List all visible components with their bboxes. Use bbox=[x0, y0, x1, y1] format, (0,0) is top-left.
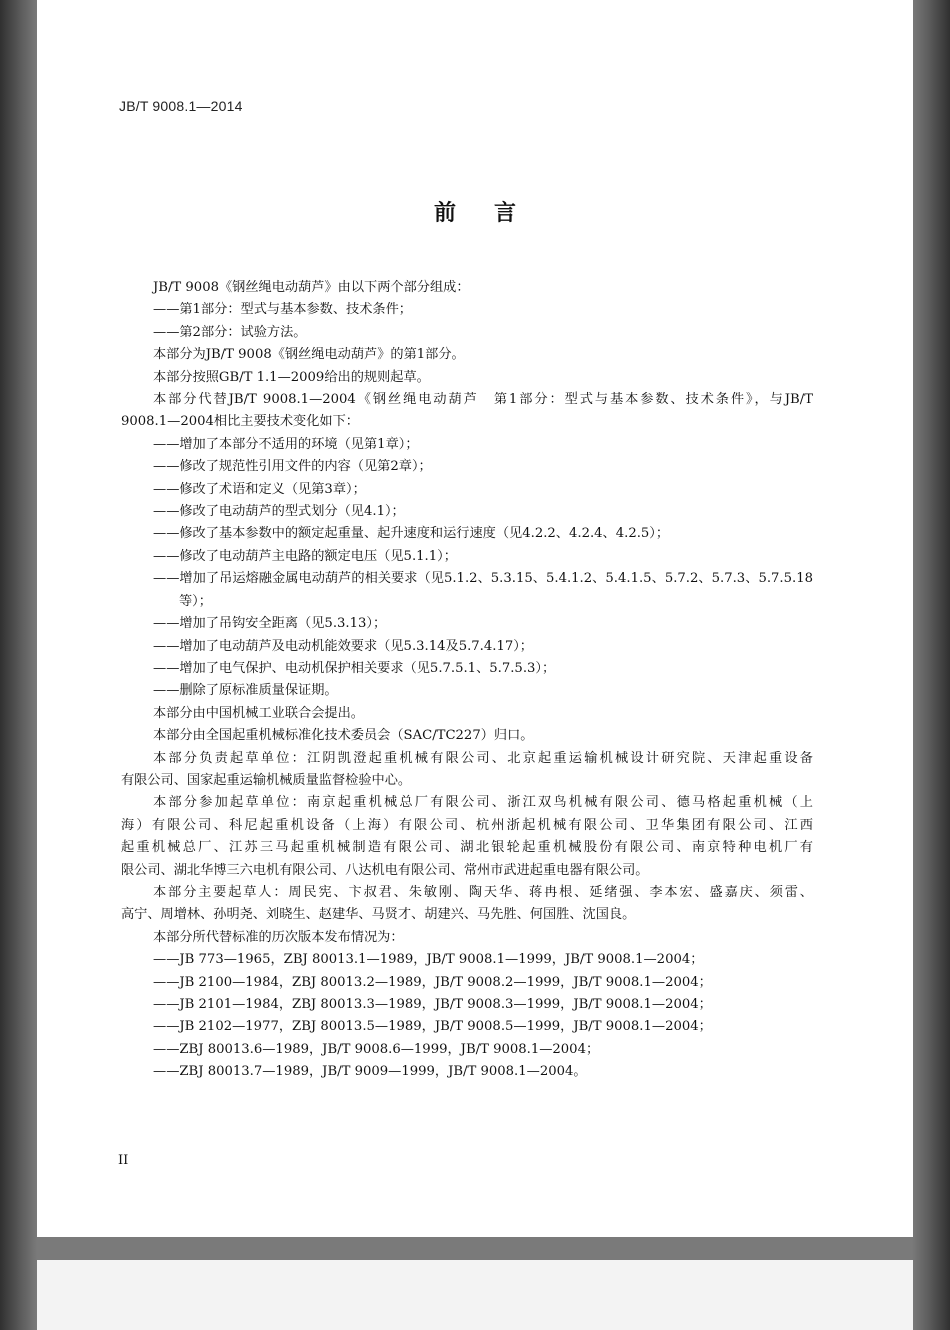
paragraph-continuation: 有限公司、国家起重运输机械质量监督检验中心。 bbox=[121, 772, 412, 788]
paragraph-continuation: 限公司、湖北华博三六电机有限公司、八达机电有限公司、常州市武进起重电器有限公司。 bbox=[121, 862, 649, 878]
paragraph: 本部分为JB/T 9008《钢丝绳电动葫芦》的第1部分。 bbox=[153, 347, 465, 363]
paragraph-continuation: 高宁、周增林、孙明尧、刘晓生、赵建华、马贤才、胡建兴、马先胜、何国胜、沈国良。 bbox=[121, 907, 636, 923]
list-item: ——ZBJ 80013.6—1989，JB/T 9008.6—1999，JB/T 9008.1—2004； bbox=[153, 1041, 600, 1057]
list-item: ——增加了电动葫芦及电动机能效要求（见5.3.14及5.7.4.17）； bbox=[153, 638, 533, 654]
paragraph: 本部分参加起草单位：南京起重机械总厂有限公司、浙江双鸟机械有限公司、德马格起重机械（上 bbox=[153, 795, 813, 811]
list-item: ——JB 2102—1977，ZBJ 80013.5—1989，JB/T 9008.5—1999，JB/T 9008.1—2004； bbox=[153, 1019, 712, 1035]
preface-body bbox=[121, 277, 813, 1084]
list-item: ——JB 773—1965，ZBJ 80013.1—1989，JB/T 9008.1—1999，JB/T 9008.1—2004； bbox=[153, 952, 704, 968]
list-item: ——ZBJ 80013.7—1989，JB/T 9009—1999，JB/T 9008.1—2004。 bbox=[153, 1064, 587, 1080]
paragraph: 本部分所代替标准的历次版本发布情况为： bbox=[153, 929, 404, 945]
paragraph: 本部分主要起草人：周民宪、卞叔君、朱敏刚、陶天华、蒋冉根、延绪强、李本宏、盛嘉庆、须雷、 bbox=[153, 884, 813, 900]
next-page-edge bbox=[37, 1260, 913, 1330]
paragraph: 本部分按照GB/T 1.1—2009给出的规则起草。 bbox=[153, 369, 430, 385]
list-item: ——增加了吊运熔融金属电动葫芦的相关要求（见5.1.2、5.3.15、5.4.1.2、5.4.1.5、5.7.2、5.7.3、5.7.5.18 bbox=[153, 571, 813, 587]
list-item: ——第1部分：型式与基本参数、技术条件； bbox=[153, 302, 412, 318]
paragraph: 本部分负责起草单位：江阴凯澄起重机械有限公司、北京起重运输机械设计研究院、天津起重设备 bbox=[153, 750, 813, 766]
list-item: ——JB 2100—1984，ZBJ 80013.2—1989，JB/T 9008.2—1999，JB/T 9008.1—2004； bbox=[153, 974, 712, 990]
paragraph-continuation: 海）有限公司、科尼起重机设备（上海）有限公司、杭州浙起机械有限公司、卫华集团有限公司、江西 bbox=[121, 817, 813, 833]
list-item: ——修改了基本参数中的额定起重量、起升速度和运行速度（见4.2.2、4.2.4、4.2.5）； bbox=[153, 526, 670, 542]
list-item: ——删除了原标准质量保证期。 bbox=[153, 683, 338, 699]
page-number: II bbox=[118, 1153, 129, 1168]
list-item: ——增加了电气保护、电动机保护相关要求（见5.7.5.1、5.7.5.3）； bbox=[153, 660, 556, 676]
list-item: ——修改了术语和定义（见第3章）； bbox=[153, 481, 366, 497]
paragraph: 本部分由中国机械工业联合会提出。 bbox=[153, 705, 364, 721]
list-item: ——修改了电动葫芦主电路的额定电压（见5.1.1）； bbox=[153, 548, 457, 564]
paragraph-continuation: 9008.1—2004相比主要技术变化如下： bbox=[121, 414, 359, 430]
paragraph: JB/T 9008《钢丝绳电动葫芦》由以下两个部分组成： bbox=[153, 280, 470, 295]
list-item: ——增加了吊钩安全距离（见5.3.13）； bbox=[153, 616, 387, 632]
list-item: ——增加了本部分不适用的环境（见第1章）； bbox=[153, 436, 419, 452]
standard-code: JB/T 9008.1—2014 bbox=[119, 98, 243, 114]
paragraph: 本部分由全国起重机械标准化技术委员会（SAC/TC227）归口。 bbox=[153, 728, 534, 744]
list-item-continuation: 等）； bbox=[179, 593, 212, 609]
paragraph-continuation: 起重机械总厂、江苏三马起重机械制造有限公司、湖北银轮起重机械股份有限公司、南京特种电机厂有 bbox=[121, 840, 813, 856]
list-item: ——修改了规范性引用文件的内容（见第2章）； bbox=[153, 459, 432, 475]
page-title: 前言 bbox=[433, 201, 554, 226]
paragraph: 本部分代替JB/T 9008.1—2004《钢丝绳电动葫芦 第1部分：型式与基本参数、技术条件》，与JB/T bbox=[153, 392, 813, 408]
document-page bbox=[37, 0, 913, 1237]
list-item: ——第2部分：试验方法。 bbox=[153, 324, 307, 340]
list-item: ——修改了电动葫芦的型式划分（见4.1）； bbox=[153, 504, 405, 520]
list-item: ——JB 2101—1984，ZBJ 80013.3—1989，JB/T 9008.3—1999，JB/T 9008.1—2004； bbox=[153, 997, 712, 1012]
